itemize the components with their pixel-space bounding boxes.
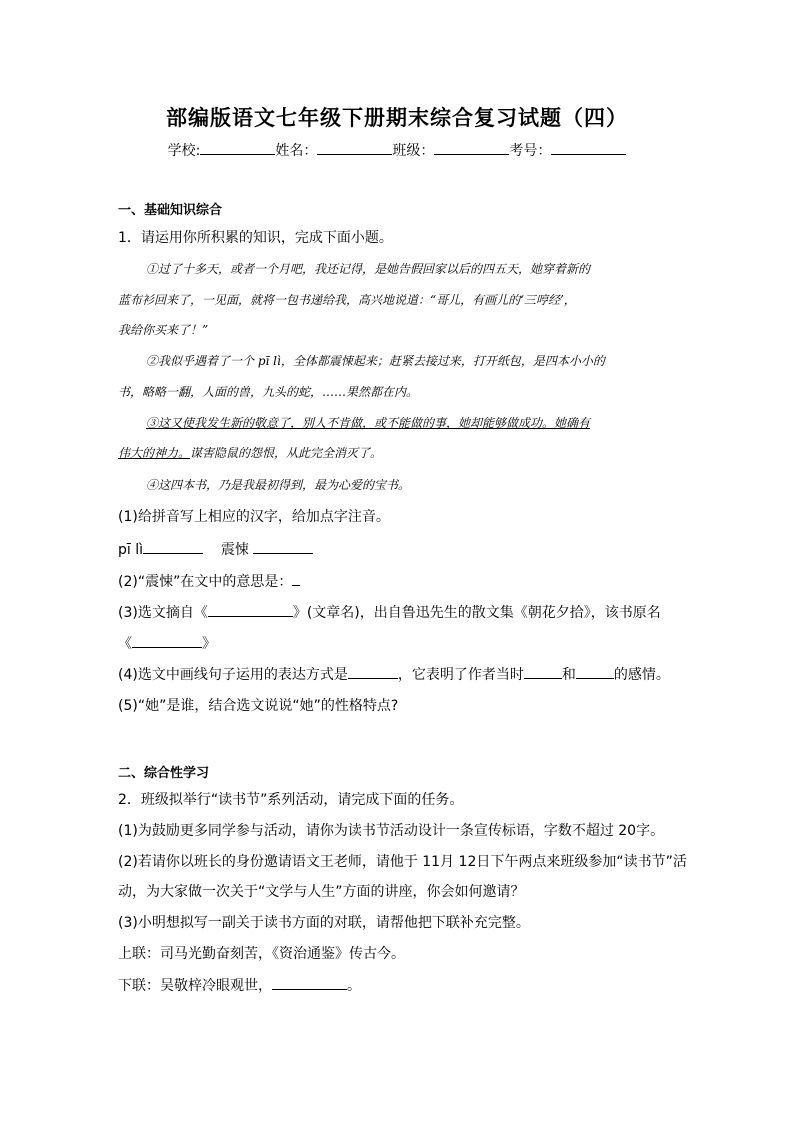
subquestion-4-text-c: 和 [561, 667, 576, 683]
class-label: 班级： [392, 143, 435, 159]
subquestion-2-text: (2)“震悚”在文中的意思是： [118, 574, 293, 590]
number-blank[interactable] [551, 140, 626, 155]
couplet-lower [118, 975, 361, 996]
number-label: 考号： [509, 143, 552, 159]
school-blank[interactable] [200, 140, 275, 155]
question-1: 1．请运用你所积累的知识，完成下面小题。 [118, 230, 393, 246]
subquestion-3-line2 [118, 633, 216, 654]
couplet-lower-end: 。 [347, 978, 361, 994]
passage-p3-rest: 谋害隐鼠的怨恨，从此完全消灭了。 [190, 446, 383, 460]
question-2: 2．班级拟举行“读书节”系列活动，请完成下面的任务。 [118, 792, 464, 808]
school-label: 学校: [167, 143, 201, 159]
subquestion-1: (1)给拼音写上相应的汉字，给加点字注音。 [118, 509, 390, 525]
s2-subquestion-2-line1: (2)若请你以班长的身份邀请语文王老师，请他于 11月 12日下午两点来班级参加“读书节”活 [118, 854, 687, 870]
passage-p1-line1: ①过了十多天，或者一个月吧，我还记得，是她告假回家以后的四五天，她穿着新的 [146, 262, 591, 276]
student-info-line [0, 140, 794, 160]
name-blank[interactable] [317, 140, 392, 155]
meaning-blank[interactable] [292, 571, 300, 586]
passage-p3-line1 [146, 413, 590, 433]
passage-p2-line1: ②我似乎遇着了一个 pī lì，全体都震悚起来；赶紧去接过来，打开纸包，是四本小小的 [146, 354, 605, 368]
subquestion-1-blanks [118, 539, 313, 560]
section1-heading: 一、基础知识综合 [118, 203, 223, 218]
pinyin-label: pī lì [118, 542, 144, 558]
passage-p1-line3: 我给你买来了！” [118, 323, 209, 337]
article-name-blank[interactable] [208, 602, 293, 617]
class-blank[interactable] [434, 140, 509, 155]
word-blank[interactable] [253, 539, 313, 554]
subquestion-3-text-a: (3)选文摘自《 [118, 605, 208, 621]
pinyin-blank[interactable] [143, 539, 203, 554]
underlined-sentence-part2: 伟大的神力。 [118, 446, 191, 460]
expression-blank[interactable] [348, 664, 398, 679]
feeling2-blank[interactable] [576, 664, 614, 679]
passage-p3-line2 [118, 443, 382, 463]
subquestion-4-text-b: ，它表明了作者当时 [397, 667, 524, 683]
s2-subquestion-3: (3)小明想拟写一副关于读书方面的对联，请帮他把下联补充完整。 [118, 915, 530, 931]
s2-subquestion-2-line2: 动，为大家做一次关于“文学与人生”方面的讲座，你会如何邀请？ [118, 884, 525, 900]
passage-p1-line2: 蓝布衫回来了，一见面，就将一包书递给我，高兴地说道：“哥儿，有画儿的‘三哼经’， [118, 293, 576, 307]
subquestion-3-text-c: 《 [118, 636, 132, 652]
word-label: 震悚 [220, 542, 249, 558]
name-label: 姓名： [275, 143, 318, 159]
subquestion-3-text-b: 》(文章名)，出自鲁迅先生的散文集《朝花夕拾》，该书原名 [292, 605, 661, 621]
subquestion-3 [118, 602, 661, 623]
couplet-lower-blank[interactable] [272, 975, 347, 990]
subquestion-4 [118, 664, 670, 685]
couplet-upper: 上联：司马光勤奋刻苦，《资治通鉴》传古今。 [118, 946, 405, 962]
feeling1-blank[interactable] [524, 664, 562, 679]
subquestion-3-text-d: 》 [202, 636, 216, 652]
subquestion-4-text-d: 的感情。 [613, 667, 670, 683]
passage-p4-line1: ④这四本书，乃是我最初得到，最为心爱的宝书。 [146, 478, 411, 492]
subquestion-4-text-a: (4)选文中画线句子运用的表达方式是 [118, 667, 348, 683]
section2-heading: 二、综合性学习 [118, 766, 210, 781]
couplet-lower-text: 下联：吴敬梓冷眼观世， [118, 978, 272, 994]
original-name-blank[interactable] [132, 633, 202, 648]
subquestion-5: (5)“她”是谁，结合选文说说“她”的性格特点? [118, 698, 399, 714]
subquestion-2 [118, 571, 300, 592]
page-title: 部编版语文七年级下册期末综合复习试题（四） [166, 105, 628, 130]
underlined-sentence-part1: ③这又使我发生新的敬意了，别人不肯做，或不能做的事，她却能够做成功。她确有 [146, 416, 591, 430]
s2-subquestion-1: (1)为鼓励更多同学参与活动，请你为读书节活动设计一条宣传标语，字数不超过 20字。 [118, 823, 665, 839]
passage-p2-line2: 书，略略一翻，人面的兽，九头的蛇，……果然都在内。 [118, 385, 419, 399]
